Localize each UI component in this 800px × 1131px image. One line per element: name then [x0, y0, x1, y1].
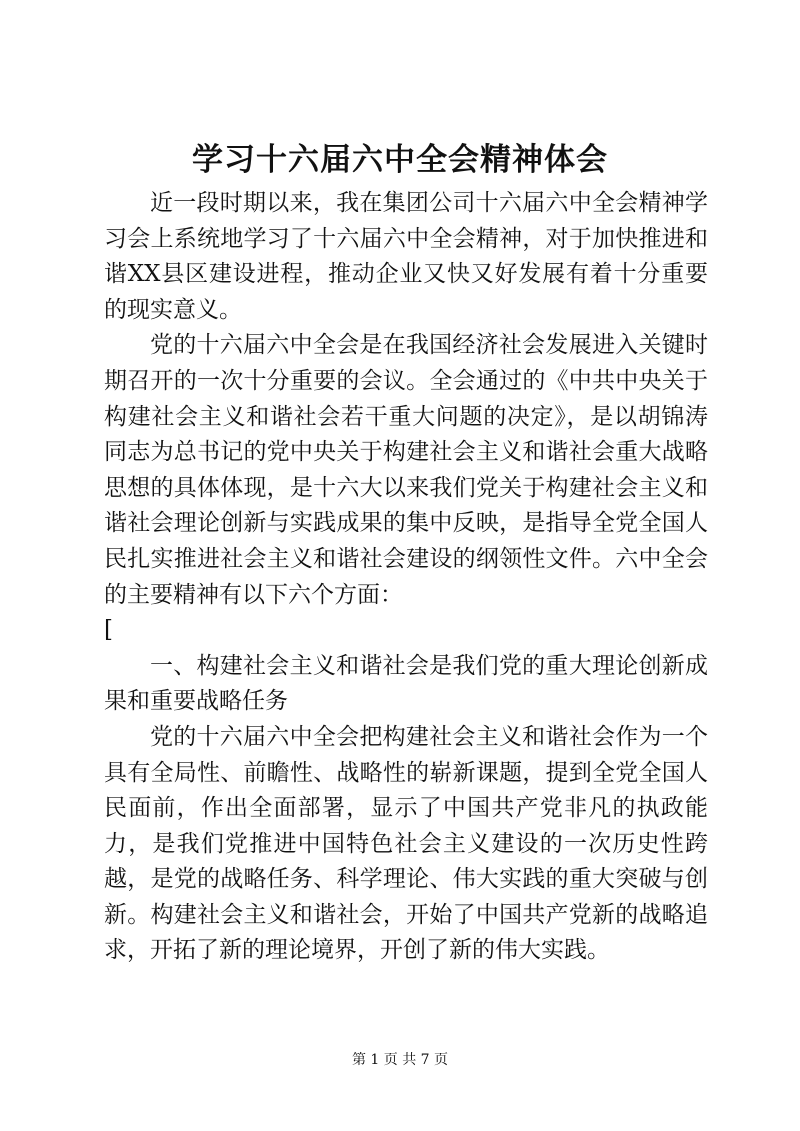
paragraph-intro: 近一段时期以来，我在集团公司十六届六中全会精神学习会上系统地学习了十六届六中全会精神，对于加快推进和谐XX县区建设进程，推动企业又快又好发展有着十分重要的现实意义。 — [104, 190, 708, 323]
document-body — [104, 186, 708, 969]
paragraph-section-one: 党的十六届六中全会把构建社会主义和谐社会作为一个具有全局性、前瞻性、战略性的崭新课题，提到全党全国人民面前，作出全面部署，显示了中国共产党非凡的执政能力，是我们党推进中国特色社会主义建设的一次历史性跨越，是党的战略任务、科学理论、伟大实践的重大突破与创新。构建社会主义和谐社会，开始了中国共产党新的战略追求，开拓了新的理论境界，开创了新的伟大实践。 — [104, 723, 708, 964]
document-title: 学习十六届六中全会精神体会 — [192, 142, 608, 178]
paragraph-bracket: [ — [104, 617, 113, 644]
page-footer: 第 1 页 共 7 页 — [351, 1052, 449, 1068]
section-heading-one: 一、构建社会主义和谐社会是我们党的重大理论创新成果和重要战略任务 — [104, 652, 708, 715]
paragraph-plenum-overview: 党的十六届六中全会是在我国经济社会发展进入关键时期召开的一次十分重要的会议。全会通过的《中共中央关于构建社会主义和谐社会若干重大问题的决定》，是以胡锦涛同志为总书记的党中央关于构建社会主义和谐社会重大战略思想的具体体现，是十六大以来我们党关于构建社会主义和谐社会理论创新与实践成果的集中反映，是指导全党全国人民扎实推进社会主义和谐社会建设的纲领性文件。六中全会的主要精神有以下六个方面： — [104, 332, 708, 608]
